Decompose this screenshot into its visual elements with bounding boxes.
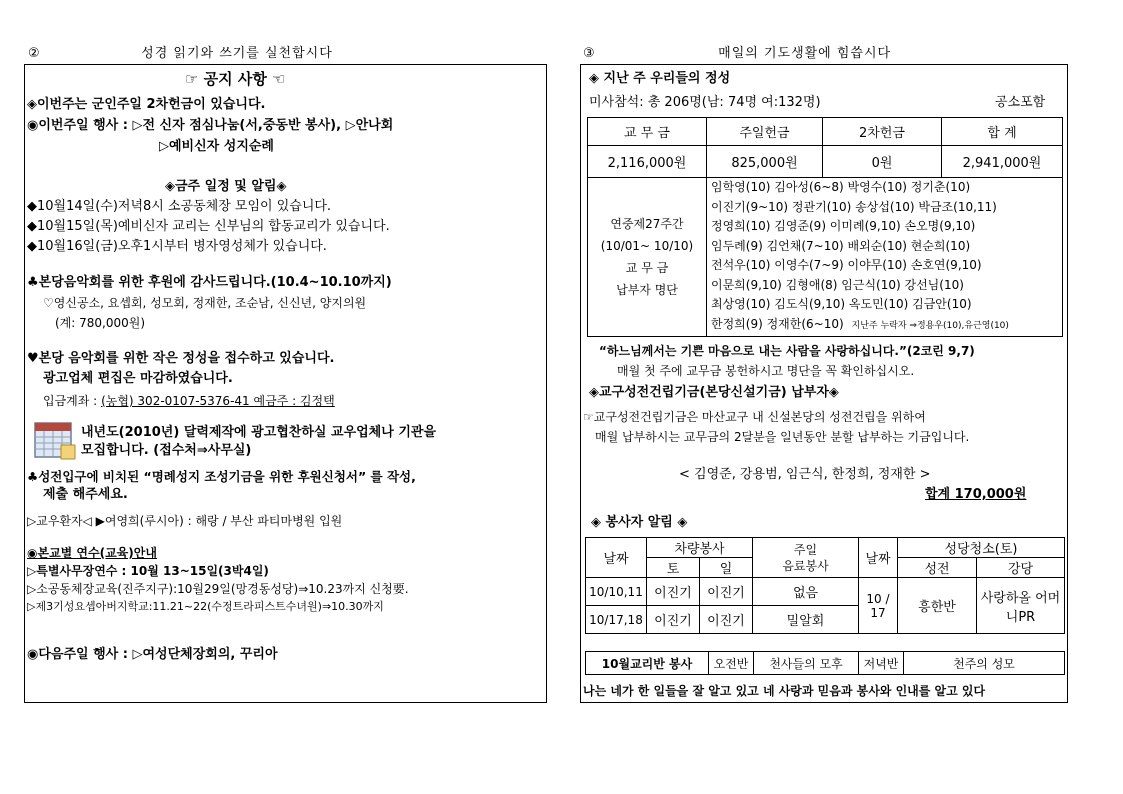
vol-header: 차량봉사 xyxy=(647,538,753,558)
donor-label xyxy=(588,178,707,337)
vol-cell: 사랑하올 어머니PR xyxy=(977,578,1065,634)
concert-total: (계: 780,000원) xyxy=(55,316,146,330)
education-item: ▷특별사무장연수 : 10월 13~15일(3박4일) xyxy=(27,564,269,578)
mass-note: 공소포함 xyxy=(995,95,1046,110)
ad-closed: 광고업체 편집은 마감하였습니다. xyxy=(43,371,233,386)
fund-desc: ☞교구성전건립기금은 마산교구 내 신설본당의 성전건립을 위하여 xyxy=(583,410,926,424)
cell-value: 825,000원 xyxy=(707,146,823,178)
notice-line: ◉이번주일 행사 : ▷전 신자 점심나눔(서,중동반 봉사), ▷안나회 xyxy=(27,118,394,133)
scripture-quote: “하느님께서는 기쁜 마음으로 내는 사람을 사랑하십니다.”(2코린 9,7) xyxy=(599,344,975,358)
label-line: 교 무 금 xyxy=(625,261,669,275)
mass-attendance: 미사참석: 총 206명(남: 74명 여:132명) xyxy=(589,95,821,110)
donor-row xyxy=(711,315,1062,337)
notice-title: ☞ 공지 사항 ☜ xyxy=(185,70,286,88)
donor-row: 이진기(9~10) 정관기(10) 송상섭(10) 박금조(10,11) xyxy=(711,199,997,214)
calendar-icon xyxy=(31,417,77,461)
cell-value: 0원 xyxy=(823,146,942,178)
notice-panel xyxy=(24,64,547,703)
concert-thanks: ♣본당음악회를 위한 후원에 감사드립니다.(10.4~10.10까지) xyxy=(27,275,392,290)
donor-list xyxy=(707,178,1063,337)
donor-row: 이문희(9,10) 김형애(8) 임근식(10) 강선님(10) xyxy=(711,277,964,292)
col-header: 교 무 금 xyxy=(588,118,707,146)
vol-subheader: 강당 xyxy=(977,558,1065,578)
vol-subheader: 일 xyxy=(700,558,753,578)
schedule-item: ◆10월15일(목)예비신자 교리는 신부님의 합동교리가 있습니다. xyxy=(27,219,390,234)
vol-cell: 밀알회 xyxy=(753,606,859,634)
offering-reminder: 매월 첫 주에 교무금 봉헌하시고 명단을 꼭 확인하십시오. xyxy=(617,364,915,378)
vol-cell: 이진기 xyxy=(700,606,753,634)
sick-parishioner: ▷교우환자◁ ▶여영희(루시아) : 해랑 / 부산 파티마병원 입원 xyxy=(27,514,343,528)
vol-header: 날짜 xyxy=(859,538,898,578)
calendar-ad: 내년도(2010년) 달력제작에 광고협찬하실 교우업체나 기관을 xyxy=(81,425,437,440)
education-item: ▷소공동체장교육(진주지구):10월29일(망경동성당)⇒10.23까지 신청要. xyxy=(27,582,409,596)
header-text: 성경 읽기와 쓰기를 실천합시다 xyxy=(141,46,333,61)
schedule-item: ◆10월14일(수)저녁8시 소공동체장 모임이 있습니다. xyxy=(27,199,332,214)
calendar-ad-contact: 모집합니다. (접수처⇒사무실) xyxy=(81,443,252,458)
offering-panel xyxy=(580,64,1068,703)
fund-title: ◈교구성전건립기금(본당신설기금) 납부자◈ xyxy=(589,385,839,400)
account-number: (농협) 302-0107-5376-41 예금주 : 김정택 xyxy=(101,394,335,408)
catechism-am: 천사들의 모후 xyxy=(754,652,859,674)
vol-header-line: 주일 xyxy=(793,542,818,557)
catechism-row xyxy=(585,651,1065,675)
volunteer-title: ◈ 봉사자 알림 ◈ xyxy=(591,515,688,530)
vol-header-line: 음료봉사 xyxy=(782,558,829,573)
account-label: 입금계좌 : xyxy=(43,394,98,408)
donor-row-text: 한정희(9) 정재한(6~10) xyxy=(711,316,844,331)
vol-date: 10/10,11 xyxy=(586,578,647,606)
right-page-header xyxy=(583,42,891,61)
vol-date2: 10 / 17 xyxy=(859,578,898,634)
label-line: (10/01~ 10/10) xyxy=(600,239,694,253)
left-page-header xyxy=(28,42,333,61)
missing-donors: 지난주 누락자 ⇒정용우(10),유근영(10) xyxy=(851,320,1009,331)
col-header: 주일헌금 xyxy=(707,118,823,146)
vol-cell: 이진기 xyxy=(700,578,753,606)
catechism-pm: 천주의 성모 xyxy=(953,656,1015,671)
vol-cell: 이진기 xyxy=(647,606,700,634)
vol-subheader: 성전 xyxy=(898,558,977,578)
donor-row: 전석우(10) 이영수(7~9) 이야무(10) 손호연(9,10) xyxy=(711,258,982,272)
concert-donors: ♡영신공소, 요셉회, 성모회, 정재한, 조순남, 신신년, 양지의원 xyxy=(43,296,367,310)
next-week-events: ◉다음주일 행사 : ▷여성단체장회의, 꾸리아 xyxy=(27,647,278,662)
fund-total: 합계 170,000원 xyxy=(925,487,1027,502)
bottom-verse: 나는 네가 한 일들을 잘 알고 있고 네 사랑과 믿음과 봉사와 인내를 알고 있다 xyxy=(583,684,986,698)
cell-value: 2,941,000원 xyxy=(942,146,1063,178)
pledge-request: ♣성전입구에 비치된 “명례성지 조성기금을 위한 후원신청서” 를 작성, xyxy=(27,469,416,484)
col-header: 2차헌금 xyxy=(823,118,942,146)
offering-table xyxy=(587,117,1063,337)
vol-header xyxy=(753,538,859,578)
catechism-am-label: 오전반 xyxy=(709,652,754,674)
donor-row: 최상영(10) 김도식(9,10) 옥도민(10) 김금안(10) xyxy=(711,297,972,311)
account-line xyxy=(43,393,335,409)
notice-line: ◈이번주는 군인주일 2차헌금이 있습니다. xyxy=(27,97,266,112)
education-title: ◉본교별 연수(교육)안내 xyxy=(27,546,157,560)
pledge-request-2: 제출 해주세요. xyxy=(43,487,128,502)
notice-line: ▷예비신자 성지순례 xyxy=(159,139,274,154)
donor-row: 임두례(9) 김언채(7~10) 배외순(10) 현순희(10) xyxy=(711,238,971,253)
vol-cell: 없음 xyxy=(753,578,859,606)
donor-row: 임학영(10) 김아성(6~8) 박영수(10) 정기춘(10) xyxy=(711,180,971,194)
vol-cell: 이진기 xyxy=(647,578,700,606)
education-item: ▷제3기성요셉아버지학교:11.21~22(수정트라피스트수녀원)⇒10.30까지 xyxy=(27,600,384,613)
label-line: 납부자 명단 xyxy=(616,283,678,297)
schedule-item: ◆10월16일(금)오후1시부터 병자영성체가 있습니다. xyxy=(27,239,327,254)
concert-offering: ♥본당 음악회를 위한 작은 정성을 접수하고 있습니다. xyxy=(27,351,335,366)
volunteer-table xyxy=(585,537,1065,634)
catechism-pm-label: 저녁반 xyxy=(859,652,904,674)
vol-header: 성당청소(토) xyxy=(898,538,1065,558)
vol-cell: 흥한반 xyxy=(898,578,977,634)
offering-title: ◈ 지난 주 우리들의 정성 xyxy=(589,71,731,86)
cell-value: 2,116,000원 xyxy=(588,146,707,178)
catechism-label: 10월교리반 봉사 xyxy=(586,652,709,674)
header-text: 매일의 기도생활에 힘씁시다 xyxy=(718,46,892,61)
col-header: 합 계 xyxy=(942,118,1063,146)
page-number: ② xyxy=(28,46,41,61)
fund-desc: 매월 납부하시는 교무금의 2달분을 일년동안 분할 납부하는 기금입니다. xyxy=(595,430,970,444)
label-line: 연중제27주간 xyxy=(610,217,684,231)
donor-row: 정영희(10) 김영준(9) 이미례(9,10) 손오명(9,10) xyxy=(711,219,976,233)
vol-header: 날짜 xyxy=(586,538,647,578)
vol-subheader: 토 xyxy=(647,558,700,578)
fund-names: < 김영준, 강용범, 임근식, 한정희, 정재한 > xyxy=(679,467,931,482)
schedule-title: ◈금주 일정 및 알림◈ xyxy=(165,179,287,194)
vol-date: 10/17,18 xyxy=(586,606,647,634)
page-number: ③ xyxy=(583,46,596,61)
